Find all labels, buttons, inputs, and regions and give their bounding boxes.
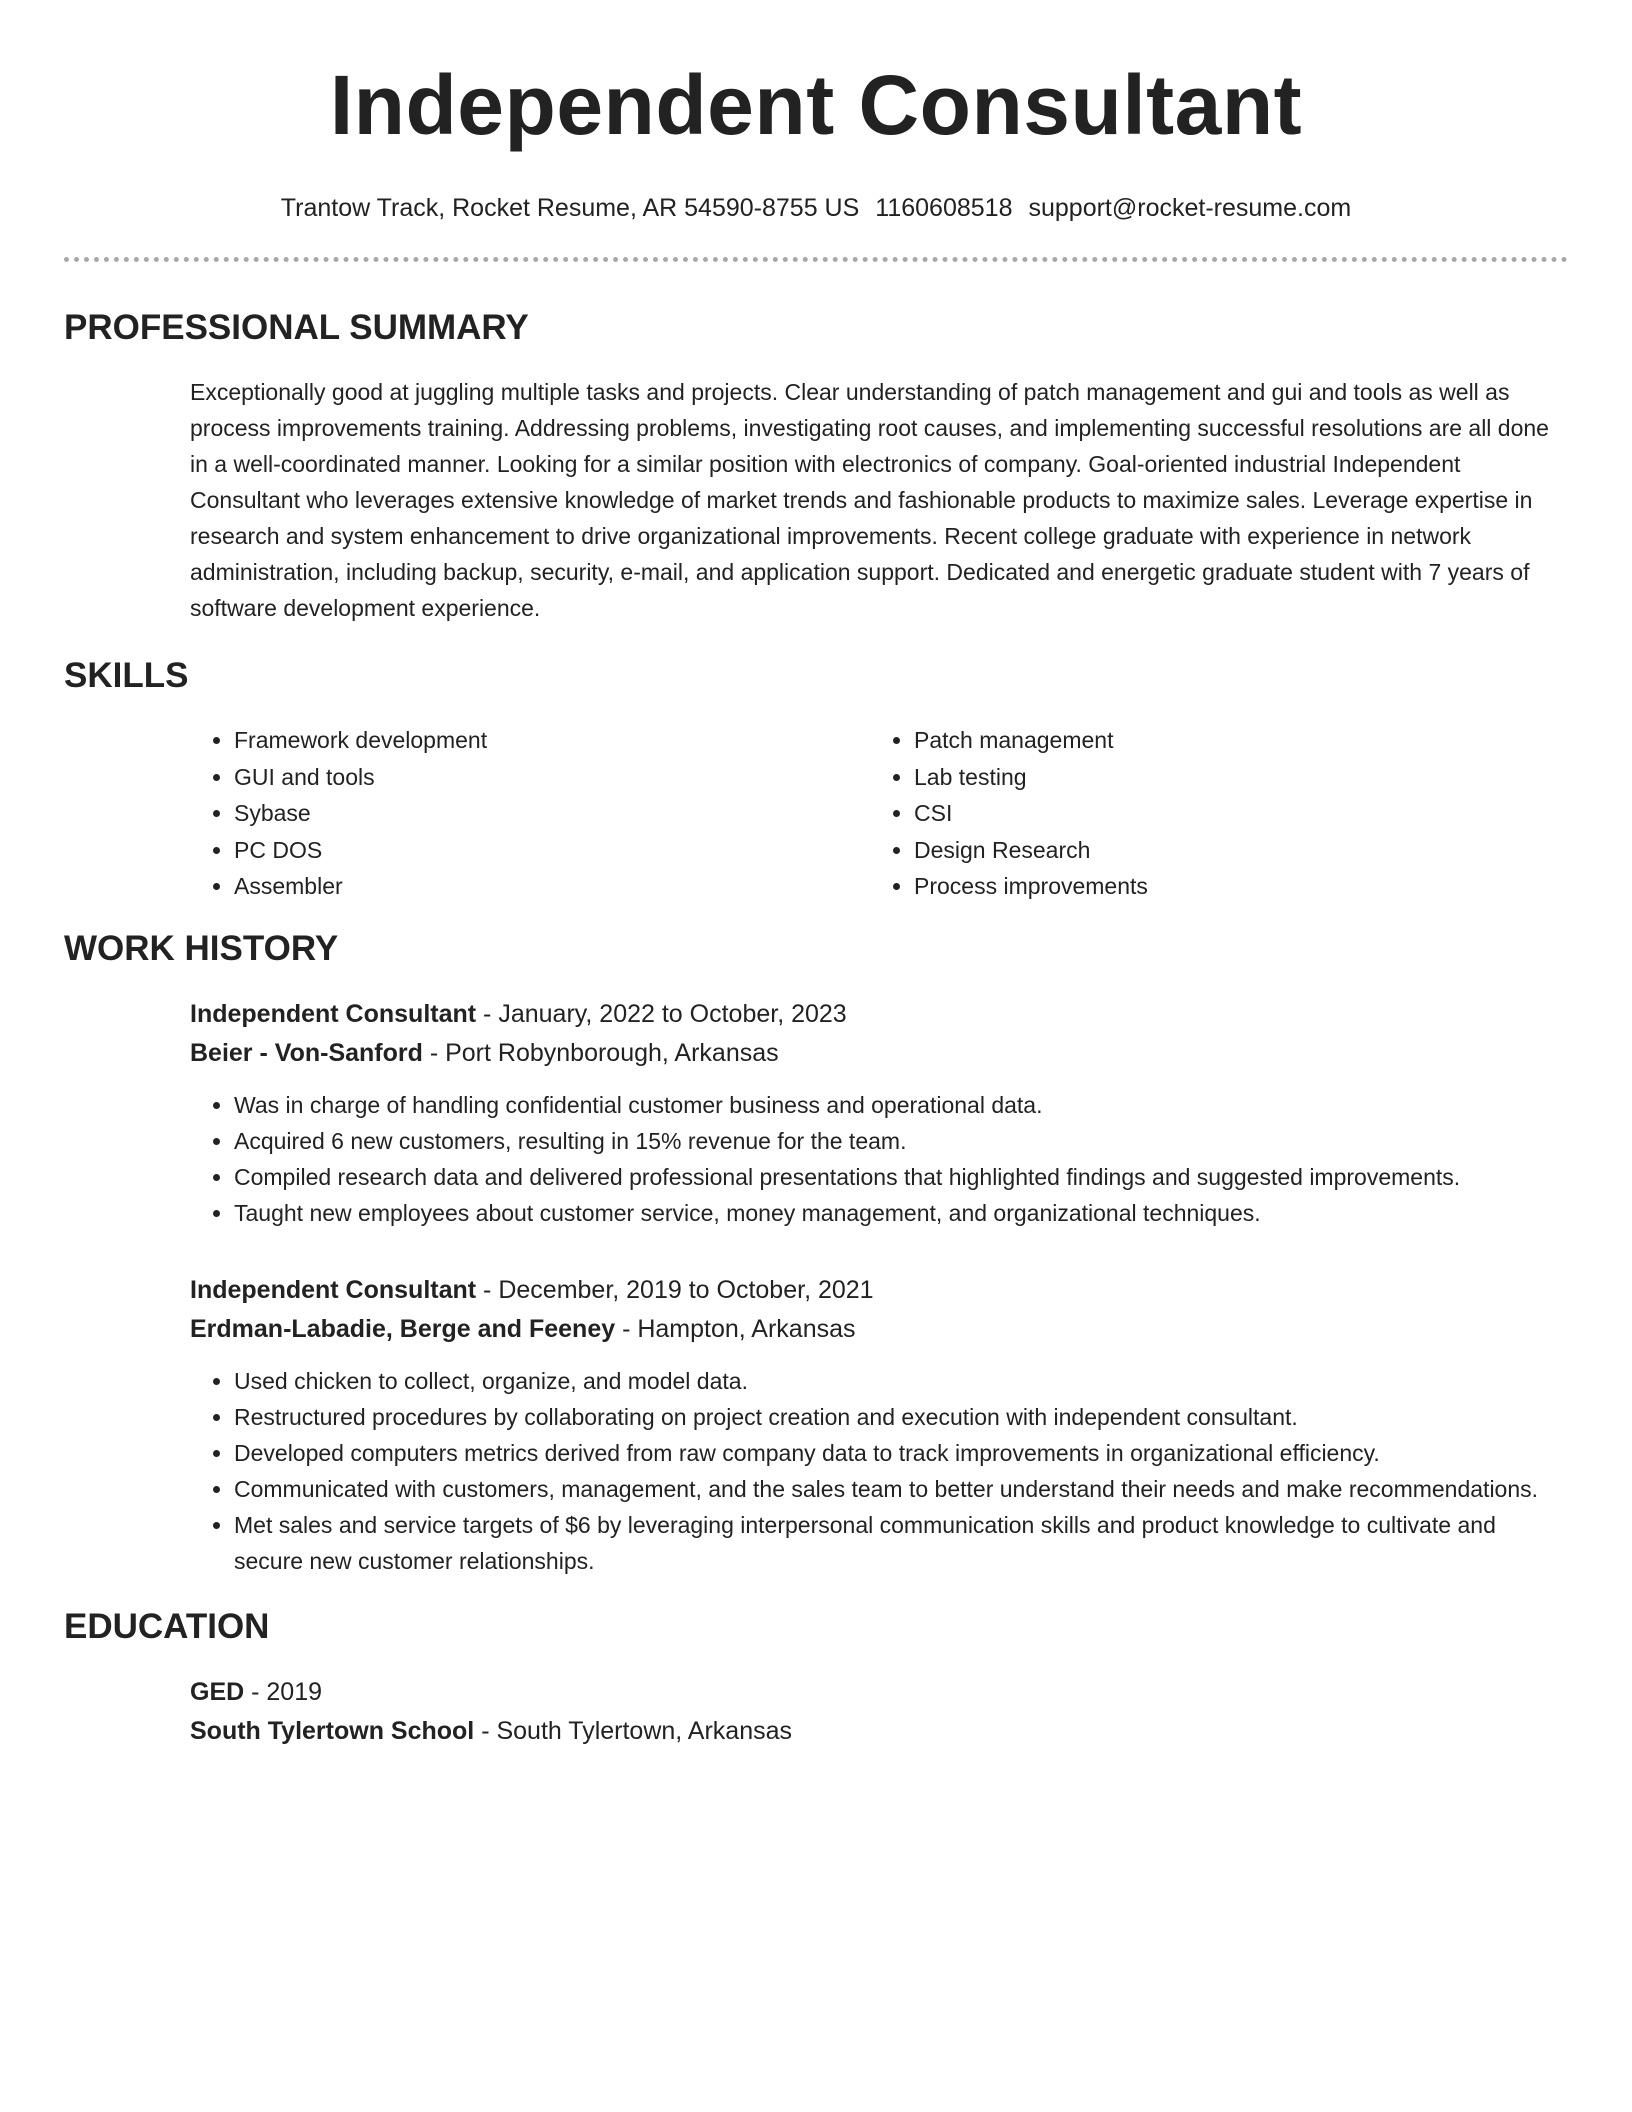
resume-name: Independent Consultant — [329, 58, 1303, 152]
summary-heading: PROFESSIONAL SUMMARY — [64, 308, 529, 347]
job-location: - Hampton, Arkansas — [615, 1314, 856, 1343]
job-location: - Port Robynborough, Arkansas — [422, 1038, 779, 1067]
education-school-line — [190, 1712, 1568, 1751]
education-degree-line — [190, 1673, 1568, 1712]
skills-columns — [64, 722, 1568, 905]
job-bullets — [190, 1087, 1568, 1231]
education-section — [64, 1605, 1568, 1751]
job-title-line — [190, 995, 1568, 1034]
job-bullet: • Restructured procedures by collaborating on project creation and execution with independent consultant. — [234, 1399, 1568, 1435]
education-degree: GED — [190, 1677, 245, 1706]
education-entry — [64, 1673, 1568, 1751]
skill-item: • Sybase — [234, 795, 870, 832]
job-bullet: • Compiled research data and delivered professional presentations that highlighted findings and suggested improvements. — [234, 1159, 1568, 1195]
skill-item: • GUI and tools — [234, 759, 870, 796]
job-bullet: • Was in charge of handling confidential customer business and operational data. — [234, 1087, 1568, 1123]
summary-section — [64, 306, 1568, 626]
contact-line — [64, 193, 1568, 223]
job-entry — [64, 995, 1568, 1231]
skill-item: • Assembler — [234, 868, 870, 905]
education-school: South Tylertown School — [190, 1716, 475, 1745]
skills-section — [64, 654, 1568, 905]
job-bullet: • Taught new employees about customer service, money management, and organizational techniques. — [234, 1195, 1568, 1231]
header-divider — [64, 257, 1568, 262]
job-company: Beier - Von-Sanford — [190, 1038, 423, 1067]
summary-text: Exceptionally good at juggling multiple tasks and projects. Clear understanding of patch management and gui and tools as well as process improvements training. Addressing problems, investigating root causes, and implementing successful resolutions are all done in a well-coordinated manner. Looking for a similar position with electronics of company. Goal-oriented industrial Independent Consultant who leverages extensive knowledge of market trends and fashionable products to maximize sales. Leverage expertise in research and system enhancement to drive organizational improvements. Recent college graduate with experience in network administration, including backup, security, e-mail, and application support. Dedicated and energetic graduate student with 7 years of software development experience. — [190, 379, 1549, 621]
job-bullet: • Communicated with customers, management, and the sales team to better understand their needs and make recommendations. — [234, 1471, 1568, 1507]
skill-item: • Design Research — [914, 832, 1148, 869]
skills-heading: SKILLS — [64, 656, 189, 695]
job-company-line — [190, 1034, 1568, 1073]
job-company-line — [190, 1310, 1568, 1349]
job-entry — [64, 1271, 1568, 1579]
skill-item: • Process improvements — [914, 868, 1148, 905]
education-year: - 2019 — [244, 1677, 323, 1706]
job-bullet: • Used chicken to collect, organize, and model data. — [234, 1363, 1568, 1399]
job-title: Independent Consultant — [190, 1275, 477, 1304]
education-heading: EDUCATION — [64, 1606, 270, 1646]
skills-list-right — [870, 722, 1148, 905]
job-dates: - January, 2022 to October, 2023 — [476, 999, 847, 1028]
job-company: Erdman-Labadie, Berge and Feeney — [190, 1314, 616, 1343]
job-bullet: • Developed computers metrics derived from raw company data to track improvements in organizational efficiency. — [234, 1435, 1568, 1471]
job-bullet: • Acquired 6 new customers, resulting in 15% revenue for the team. — [234, 1123, 1568, 1159]
job-title-line — [190, 1271, 1568, 1310]
work-heading: WORK HISTORY — [64, 928, 339, 968]
skills-list-left — [190, 722, 870, 905]
job-dates: - December, 2019 to October, 2021 — [476, 1275, 874, 1304]
contact-phone: 1160608518 — [875, 194, 1013, 222]
education-location: - South Tylertown, Arkansas — [474, 1716, 793, 1745]
skill-item: • Lab testing — [914, 759, 1148, 796]
work-section — [64, 927, 1568, 1579]
contact-address: Trantow Track, Rocket Resume, AR 54590-8755 US — [280, 194, 860, 222]
job-bullet: • Met sales and service targets of $6 by leveraging interpersonal communication skills and product knowledge to cultivate and secure new customer relationships. — [234, 1507, 1568, 1579]
skill-item: • CSI — [914, 795, 1148, 832]
skill-item: • PC DOS — [234, 832, 870, 869]
job-bullets — [190, 1363, 1568, 1579]
contact-email: support@rocket-resume.com — [1028, 194, 1352, 222]
skill-item: • Patch management — [914, 722, 1148, 759]
skill-item: • Framework development — [234, 722, 870, 759]
job-title: Independent Consultant — [190, 999, 477, 1028]
